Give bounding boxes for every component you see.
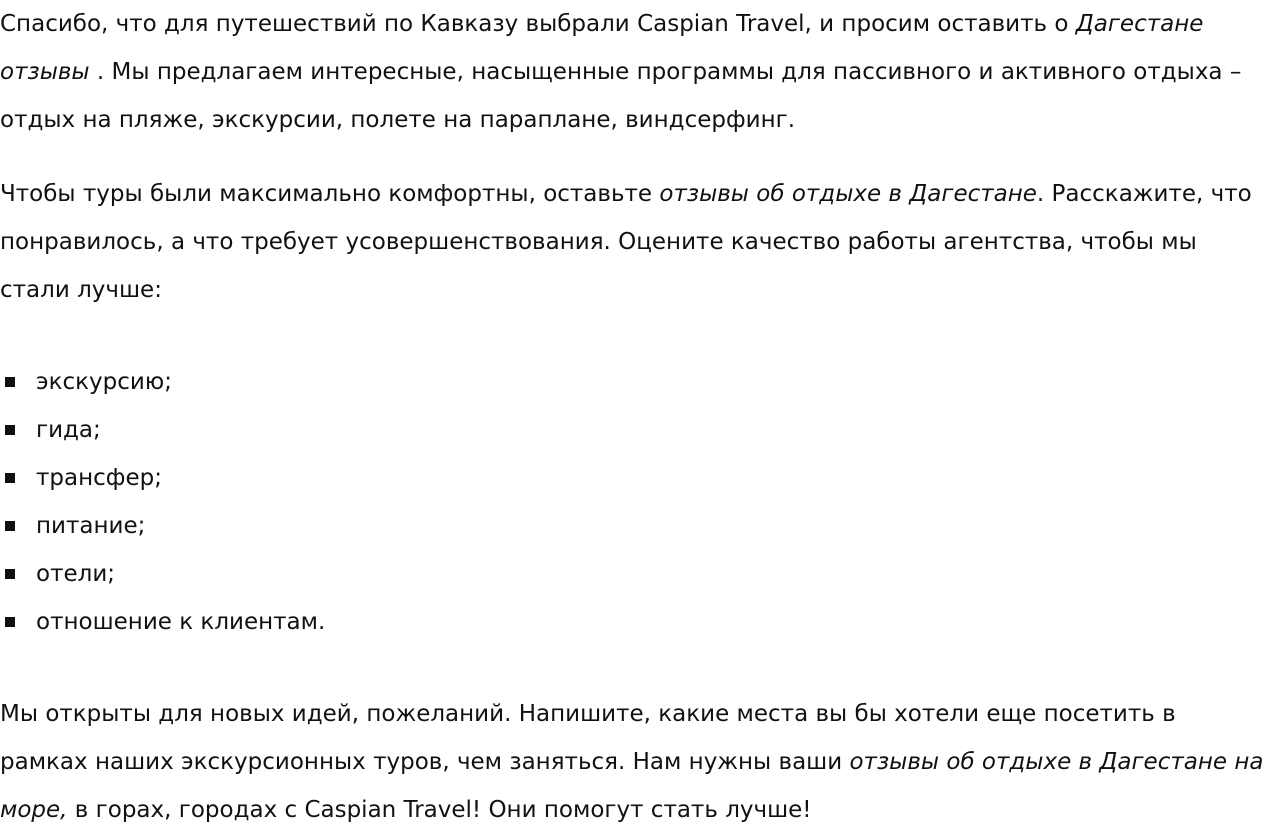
list-item <box>0 358 325 406</box>
request-paragraph <box>0 170 1265 314</box>
intro-text-1: Спасибо, что для путешествий по Кавказу выбрали Caspian Travel, и просим оставить о <box>0 11 1076 37</box>
request-text-1: Чтобы туры были максимально комфортны, оставьте <box>0 181 660 207</box>
square-bullet-icon <box>5 377 15 387</box>
closing-paragraph <box>0 690 1265 834</box>
list-item <box>0 454 325 502</box>
square-bullet-icon <box>5 569 15 579</box>
closing-emphasis: отзывы об отдыхе в Дагестане на море, <box>0 749 1264 823</box>
list-item-text: трансфер; <box>36 465 162 491</box>
request-emphasis: отзывы об отдыхе в Дагестане <box>659 181 1037 207</box>
list-item-text: питание; <box>36 513 146 539</box>
list-item <box>0 406 325 454</box>
list-item-text: отношение к клиентам. <box>36 609 326 635</box>
square-bullet-icon <box>5 473 15 483</box>
intro-paragraph <box>0 0 1265 144</box>
intro-emphasis: Дагестане отзывы <box>0 11 1204 85</box>
request-text-2: . Расскажите, что понравилось, а что требует усовершенствования. Оцените качество работы агентства, чтобы мы стали лучше: <box>0 181 1252 303</box>
list-item <box>0 598 325 646</box>
list-item-text: отели; <box>36 561 116 587</box>
closing-text-1: Мы открыты для новых идей, пожеланий. Напишите, какие места вы бы хотели еще посетить в рамках наших экскурсионных туров, чем заняться. Нам нужны ваши <box>0 701 1176 775</box>
square-bullet-icon <box>5 521 15 531</box>
square-bullet-icon <box>5 617 15 627</box>
list-item-text: гида; <box>36 417 101 443</box>
list-item <box>0 502 325 550</box>
list-item-text: экскурсию; <box>36 369 172 395</box>
closing-text-2: в горах, городах с Caspian Travel! Они помогут стать лучше! <box>67 797 812 823</box>
square-bullet-icon <box>5 425 15 435</box>
list-item <box>0 550 325 598</box>
intro-text-2: . Мы предлагаем интересные, насыщенные программы для пассивного и активного отдыха – отдых на пляже, экскурсии, полете на параплане, виндсерфинг. <box>0 59 1242 133</box>
criteria-list <box>0 358 325 646</box>
